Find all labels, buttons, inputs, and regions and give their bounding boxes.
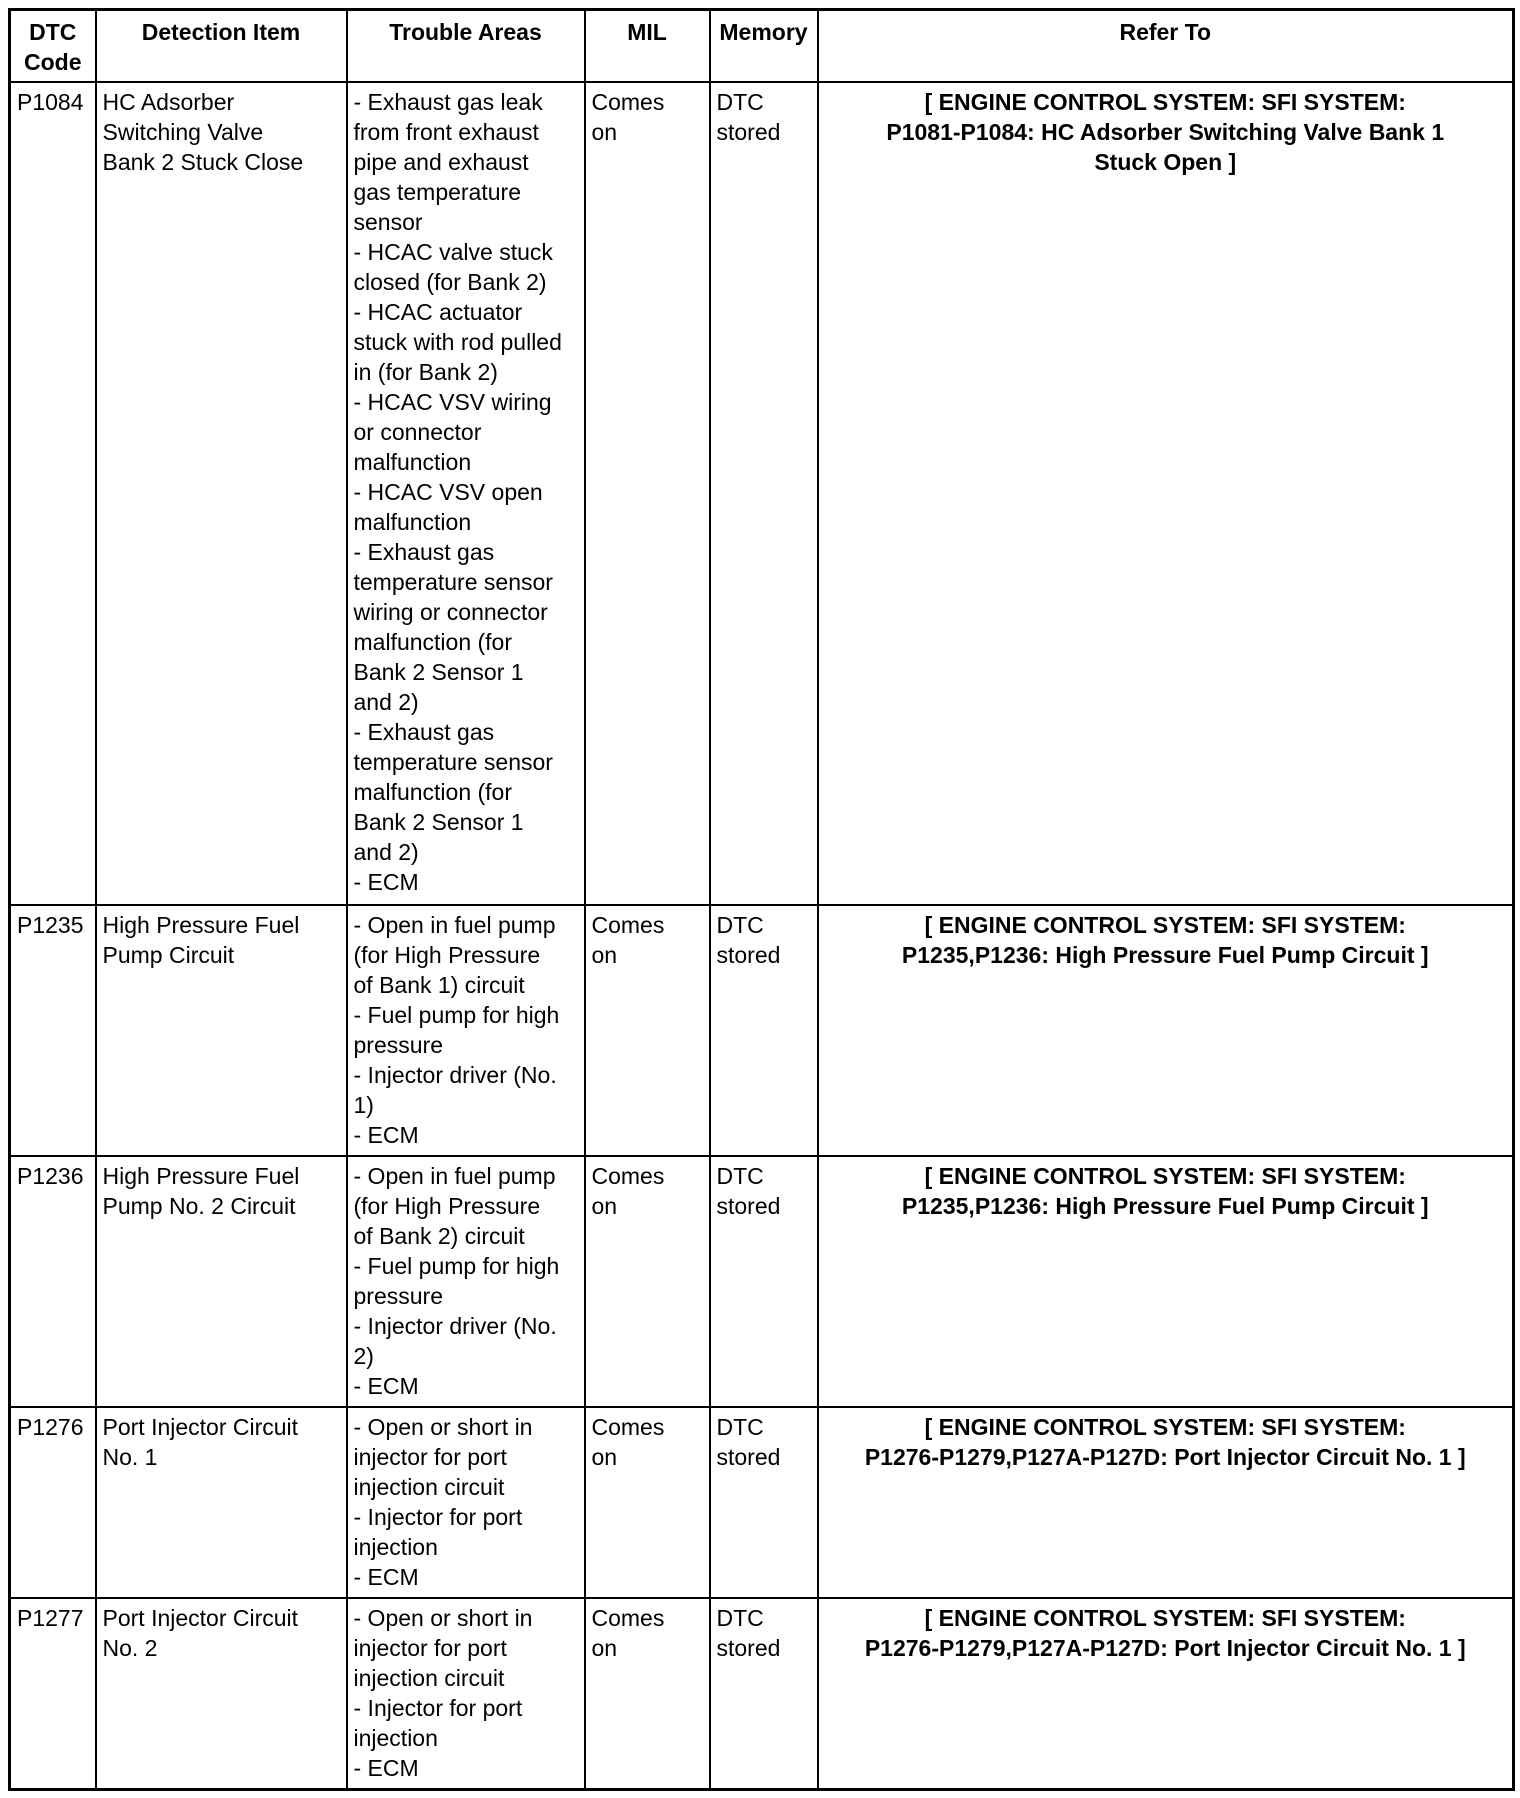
memory-cell: DTC stored bbox=[710, 1407, 818, 1598]
mil-cell: Comes on bbox=[585, 905, 710, 1156]
header-dtc-code: DTC Code bbox=[10, 10, 96, 83]
detection-item-cell: Port Injector Circuit No. 2 bbox=[96, 1598, 347, 1789]
header-detection-item: Detection Item bbox=[96, 10, 347, 83]
refer-to-link[interactable]: [ ENGINE CONTROL SYSTEM: SFI SYSTEM: P1081-P1084: HC Adsorber Switching Valve Bank 1 Stuck Open ] bbox=[818, 82, 1514, 905]
dtc-table bbox=[8, 8, 1515, 1791]
memory-cell: DTC stored bbox=[710, 82, 818, 905]
memory-cell: DTC stored bbox=[710, 1598, 818, 1789]
header-memory: Memory bbox=[710, 10, 818, 83]
refer-to-link[interactable]: [ ENGINE CONTROL SYSTEM: SFI SYSTEM: P1235,P1236: High Pressure Fuel Pump Circuit ] bbox=[818, 905, 1514, 1156]
trouble-areas-cell: - Open or short in injector for port injection circuit - Injector for port injection - ECM bbox=[347, 1598, 585, 1789]
dtc-code-cell: P1084 bbox=[10, 82, 96, 905]
detection-item-cell: High Pressure Fuel Pump No. 2 Circuit bbox=[96, 1156, 347, 1407]
mil-cell: Comes on bbox=[585, 1598, 710, 1789]
mil-cell: Comes on bbox=[585, 1407, 710, 1598]
refer-to-link[interactable]: [ ENGINE CONTROL SYSTEM: SFI SYSTEM: P1235,P1236: High Pressure Fuel Pump Circuit ] bbox=[818, 1156, 1514, 1407]
dtc-code-cell: P1277 bbox=[10, 1598, 96, 1789]
memory-cell: DTC stored bbox=[710, 905, 818, 1156]
detection-item-cell: High Pressure Fuel Pump Circuit bbox=[96, 905, 347, 1156]
table-header-row bbox=[10, 10, 1514, 83]
table-row bbox=[10, 82, 1514, 905]
refer-to-link[interactable]: [ ENGINE CONTROL SYSTEM: SFI SYSTEM: P1276-P1279,P127A-P127D: Port Injector Circuit No. 1 ] bbox=[818, 1598, 1514, 1789]
dtc-code-cell: P1236 bbox=[10, 1156, 96, 1407]
table-row bbox=[10, 1156, 1514, 1407]
header-trouble-areas: Trouble Areas bbox=[347, 10, 585, 83]
mil-cell: Comes on bbox=[585, 1156, 710, 1407]
memory-cell: DTC stored bbox=[710, 1156, 818, 1407]
table-row bbox=[10, 905, 1514, 1156]
detection-item-cell: HC Adsorber Switching Valve Bank 2 Stuck Close bbox=[96, 82, 347, 905]
trouble-areas-cell: - Open in fuel pump (for High Pressure of Bank 1) circuit - Fuel pump for high pressure - Injector driver (No. 1) - ECM bbox=[347, 905, 585, 1156]
refer-to-link[interactable]: [ ENGINE CONTROL SYSTEM: SFI SYSTEM: P1276-P1279,P127A-P127D: Port Injector Circuit No. 1 ] bbox=[818, 1407, 1514, 1598]
dtc-code-cell: P1276 bbox=[10, 1407, 96, 1598]
trouble-areas-cell: - Open or short in injector for port injection circuit - Injector for port injection - ECM bbox=[347, 1407, 585, 1598]
header-refer-to: Refer To bbox=[818, 10, 1514, 83]
trouble-areas-cell: - Exhaust gas leak from front exhaust pipe and exhaust gas temperature sensor - HCAC valve stuck closed (for Bank 2) - HCAC actuator stuck with rod pulled in (for Bank 2) - HCAC VSV wiring or connector malfunction - HCAC VSV open malfunction - Exhaust gas temperature sensor wiring or connector malfunction (for Bank 2 Sensor 1 and 2) - Exhaust gas temperature sensor malfunction (for Bank 2 Sensor 1 and 2) - ECM bbox=[347, 82, 585, 905]
table-row bbox=[10, 1407, 1514, 1598]
detection-item-cell: Port Injector Circuit No. 1 bbox=[96, 1407, 347, 1598]
trouble-areas-cell: - Open in fuel pump (for High Pressure of Bank 2) circuit - Fuel pump for high pressure - Injector driver (No. 2) - ECM bbox=[347, 1156, 585, 1407]
table-row bbox=[10, 1598, 1514, 1789]
mil-cell: Comes on bbox=[585, 82, 710, 905]
header-mil: MIL bbox=[585, 10, 710, 83]
dtc-code-cell: P1235 bbox=[10, 905, 96, 1156]
